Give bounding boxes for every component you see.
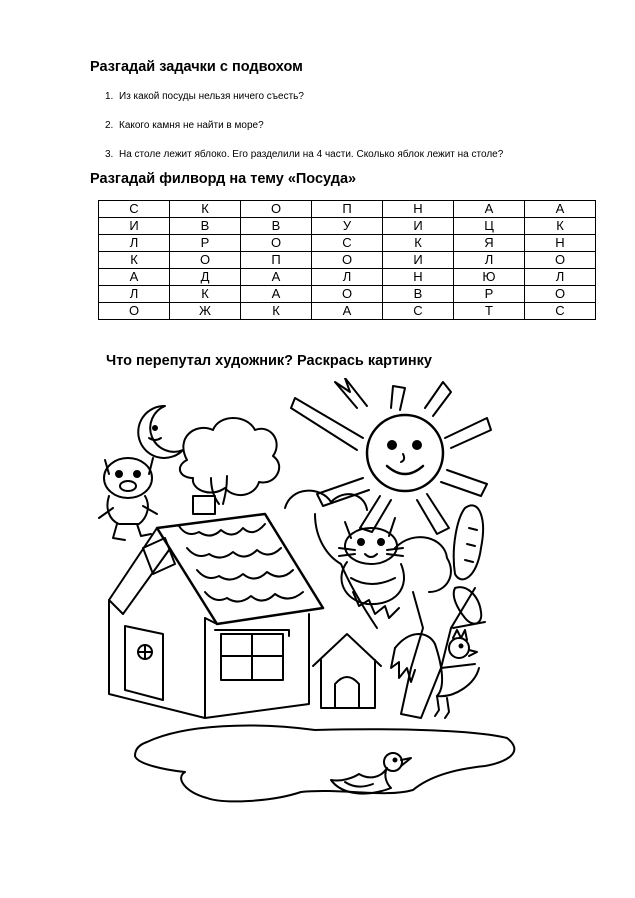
- grid-cell: О: [241, 235, 312, 252]
- grid-cell: С: [99, 201, 170, 218]
- grid-cell: Н: [383, 201, 454, 218]
- moon-illustration: [138, 406, 183, 458]
- grid-cell: Я: [454, 235, 525, 252]
- riddle-text: На столе лежит яблоко. Его разделили на 4 части. Сколько яблок лежит на столе?: [119, 149, 504, 160]
- grid-cell: А: [525, 201, 596, 218]
- grid-cell: О: [312, 286, 383, 303]
- grid-cell: Р: [170, 235, 241, 252]
- grid-cell: В: [383, 286, 454, 303]
- riddles-list: [105, 91, 503, 178]
- grid-row: [99, 218, 596, 235]
- sun-illustration: [291, 378, 491, 534]
- riddle-item: 2. Какого камня не найти в море?: [105, 120, 264, 131]
- puddle-illustration: [135, 726, 514, 802]
- rooster-illustration: [391, 630, 479, 718]
- grid-row: [99, 252, 596, 269]
- grid-cell: К: [383, 235, 454, 252]
- grid-row: [99, 269, 596, 286]
- grid-cell: П: [312, 201, 383, 218]
- grid-cell: Н: [383, 269, 454, 286]
- grid-cell: И: [99, 218, 170, 235]
- grid-cell: В: [241, 218, 312, 235]
- grid-cell: А: [241, 269, 312, 286]
- grid-cell: И: [383, 218, 454, 235]
- grid-cell: С: [525, 303, 596, 320]
- duck-illustration: [331, 753, 411, 794]
- grid-cell: Ж: [170, 303, 241, 320]
- riddles-title: Разгадай задачки с подвохом: [90, 59, 303, 75]
- grid-cell: Ц: [454, 218, 525, 235]
- house-illustration: [109, 496, 323, 718]
- riddle-item: 3. На столе лежит яблоко. Его разделили на 4 части. Сколько яблок лежит на столе?: [105, 149, 504, 160]
- grid-cell: В: [170, 218, 241, 235]
- grid-cell: Р: [454, 286, 525, 303]
- grid-cell: А: [454, 201, 525, 218]
- coloring-picture: [95, 378, 520, 848]
- grid-cell: Л: [99, 235, 170, 252]
- grid-cell: К: [241, 303, 312, 320]
- grid-cell: К: [525, 218, 596, 235]
- grid-cell: А: [312, 303, 383, 320]
- grid-cell: О: [525, 252, 596, 269]
- grid-cell: О: [170, 252, 241, 269]
- wordsearch-title: Разгадай филворд на тему «Посуда»: [90, 171, 357, 187]
- grid-cell: О: [99, 303, 170, 320]
- grid-cell: К: [170, 201, 241, 218]
- grid-row: [99, 303, 596, 320]
- grid-cell: К: [170, 286, 241, 303]
- tree-illustration: [285, 491, 485, 718]
- grid-cell: Д: [170, 269, 241, 286]
- grid-cell: П: [241, 252, 312, 269]
- coloring-title: Что перепутал художник? Раскрась картинку: [106, 353, 432, 369]
- grid-cell: С: [312, 235, 383, 252]
- grid-cell: Л: [99, 286, 170, 303]
- grid-cell: О: [241, 201, 312, 218]
- pig-illustration: [99, 458, 157, 540]
- grid-cell: Т: [454, 303, 525, 320]
- grid-cell: Н: [525, 235, 596, 252]
- smoke-cloud: [180, 418, 279, 504]
- grid-cell: Ю: [454, 269, 525, 286]
- grid-cell: У: [312, 218, 383, 235]
- grid-cell: Л: [454, 252, 525, 269]
- grid-row: [99, 286, 596, 303]
- riddle-text: Какого камня не найти в море?: [119, 120, 264, 131]
- wordsearch-grid: [98, 200, 596, 320]
- riddle-text: Из какой посуды нельзя ничего съесть?: [119, 91, 304, 102]
- grid-cell: Л: [312, 269, 383, 286]
- riddle-item: 1. Из какой посуды нельзя ничего съесть?: [105, 91, 304, 102]
- grid-cell: С: [383, 303, 454, 320]
- grid-cell: А: [241, 286, 312, 303]
- grid-row: [99, 235, 596, 252]
- grid-cell: О: [312, 252, 383, 269]
- grid-cell: И: [383, 252, 454, 269]
- doghouse-illustration: [313, 634, 381, 708]
- grid-cell: К: [99, 252, 170, 269]
- grid-cell: Л: [525, 269, 596, 286]
- grid-cell: О: [525, 286, 596, 303]
- grid-row: [99, 201, 596, 218]
- grid-cell: А: [99, 269, 170, 286]
